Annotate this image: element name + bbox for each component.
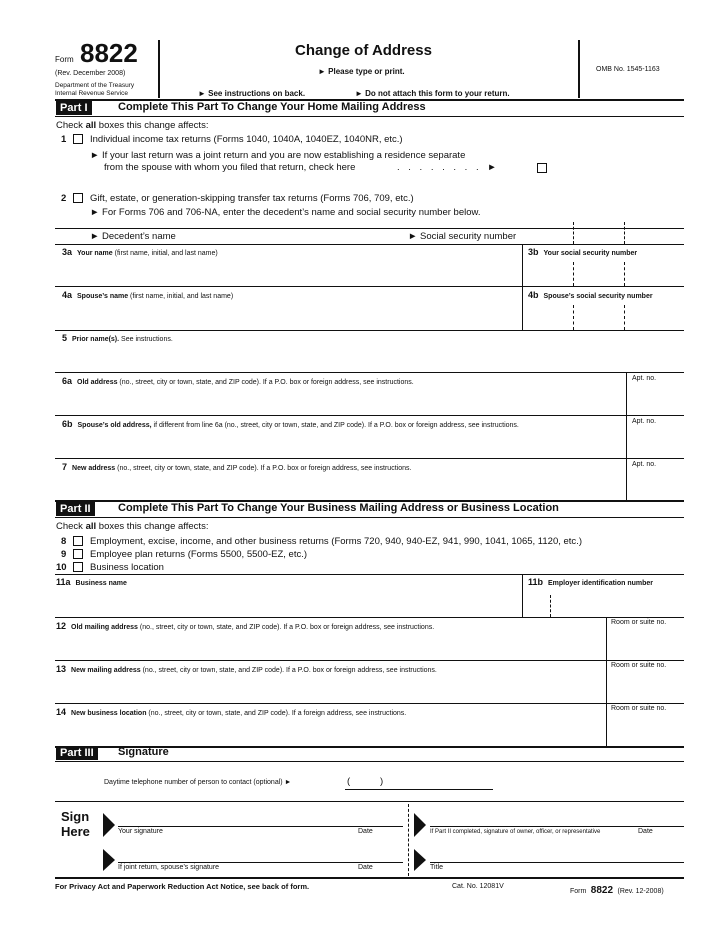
old-mailing-address-input[interactable]	[56, 632, 604, 660]
line-4a-label: 4a Spouse’s name (first name, initial, and last name)	[62, 290, 234, 300]
old-apt-input[interactable]	[628, 387, 684, 415]
line-1-leader-dots: . . . . . . . . ►	[397, 162, 500, 173]
footer-form-id: Form 8822 (Rev. 12-2008)	[570, 885, 664, 896]
line-6a-label: 6a Old address (no., street, city or town, state, and ZIP code). If a P.O. box or foreign address, see instructions.	[62, 376, 414, 386]
sign-arrow-icon	[103, 849, 115, 871]
room-suite-label-12: Room or suite no.	[611, 619, 667, 626]
part-2-label: Part II	[56, 502, 95, 516]
date-label-3: Date	[358, 864, 373, 871]
line-2-number: 2	[61, 193, 67, 204]
line-3b-label: 3b Your social security number	[528, 247, 638, 257]
line-13-label: 13 New mailing address (no., street, city or town, state, and ZIP code). If a P.O. box or foreign address, see instructions.	[56, 664, 437, 674]
new-business-room-input[interactable]	[608, 718, 684, 746]
form-label: Form	[55, 55, 74, 64]
phone-paren-close: )	[380, 776, 384, 787]
line-10-number: 10	[56, 562, 67, 573]
apt-no-label-6b: Apt. no.	[632, 418, 657, 425]
title-input[interactable]	[430, 844, 684, 862]
part-1-label: Part I	[56, 101, 92, 115]
line-4b-label: 4b Spouse’s social security number	[528, 290, 653, 300]
spouse-signature-input[interactable]	[118, 844, 403, 862]
line-11b-label: 11b Employer identification number	[528, 577, 654, 587]
phone-input[interactable]	[345, 774, 493, 788]
new-business-location-input[interactable]	[56, 718, 604, 746]
your-name-input[interactable]	[56, 258, 520, 286]
line-1-number: 1	[61, 134, 67, 145]
part-3-title: Signature	[118, 746, 169, 758]
line-2-sub: ► For Forms 706 and 706-NA, enter the decedent’s name and social security number below.	[90, 207, 481, 218]
your-signature-label: Your signature	[118, 828, 163, 835]
part-2-title: Complete This Part To Change Your Business Mailing Address or Business Location	[118, 502, 559, 514]
omb-number: OMB No. 1545-1163	[596, 66, 660, 73]
line-3a-label: 3a Your name (first name, initial, and last name)	[62, 247, 218, 257]
revision-date: (Rev. December 2008)	[55, 70, 126, 77]
line-9-text: Employee plan returns (Forms 5500, 5500-EZ, etc.)	[90, 549, 308, 560]
line-2-text: Gift, estate, or generation-skipping transfer tax returns (Forms 706, 709, etc.)	[90, 193, 414, 204]
form-title: Change of Address	[295, 42, 432, 59]
new-apt-input[interactable]	[628, 473, 684, 500]
department: Department of the Treasury	[55, 82, 135, 89]
sign-arrow-icon	[103, 813, 115, 837]
old-address-input[interactable]	[56, 387, 624, 415]
do-not-attach: ► Do not attach this form to your return.	[355, 89, 510, 98]
apt-no-label-7: Apt. no.	[632, 461, 657, 468]
sign-arrow-icon	[414, 849, 426, 871]
spouse-name-input[interactable]	[56, 301, 520, 329]
privacy-notice: For Privacy Act and Paperwork Reduction Act Notice, see back of form.	[55, 882, 310, 891]
decedent-ssn-label: ► Social security number	[408, 231, 517, 242]
line-8-checkbox[interactable]	[73, 536, 83, 546]
line-8-text: Employment, excise, income, and other business returns (Forms 720, 940, 940-EZ, 941, 990, 1041, 1065, 1120, etc.)	[90, 536, 582, 547]
old-mailing-room-input[interactable]	[608, 632, 684, 660]
spouse-old-address-input[interactable]	[56, 430, 624, 458]
prior-names-input[interactable]	[56, 344, 684, 372]
new-mailing-room-input[interactable]	[608, 675, 684, 703]
spouse-signature-label: If joint return, spouse’s signature	[118, 864, 220, 871]
line-7-label: 7 New address (no., street, city or town, state, and ZIP code). If a P.O. box or foreign address, see instructions.	[62, 462, 412, 472]
line-9-checkbox[interactable]	[73, 549, 83, 559]
line-2-checkbox[interactable]	[73, 193, 83, 203]
title-label: Title	[430, 864, 443, 871]
line-5-label: 5 Prior name(s). See instructions.	[62, 333, 173, 343]
line-14-label: 14 New business location (no., street, city or town, state, and ZIP code). If a foreign address, see instructions.	[56, 707, 407, 717]
ein-input[interactable]	[524, 588, 684, 617]
part-3-label: Part III	[56, 746, 98, 760]
line-9-number: 9	[61, 549, 67, 560]
part-1-title: Complete This Part To Change Your Home Mailing Address	[118, 101, 426, 113]
line-1-sub-a: ► If your last return was a joint return and you are now establishing a residence separate	[90, 150, 466, 161]
phone-paren-open: (	[347, 776, 351, 787]
line-12-label: 12 Old mailing address (no., street, city or town, state, and ZIP code). If a P.O. box or foreign address, see instructions.	[56, 621, 435, 631]
spouse-old-apt-input[interactable]	[628, 430, 684, 458]
phone-label: Daytime telephone number of person to contact (optional) ►	[104, 779, 292, 786]
sign-arrow-icon	[414, 813, 426, 837]
date-label-1: Date	[358, 828, 373, 835]
apt-no-label-6a: Apt. no.	[632, 375, 657, 382]
joint-return-checkbox[interactable]	[537, 163, 547, 173]
line-1-checkbox[interactable]	[73, 134, 83, 144]
see-instructions: ► See instructions on back.	[198, 89, 306, 98]
room-suite-label-13: Room or suite no.	[611, 662, 667, 669]
part-2-check-instruction: Check all boxes this change affects:	[56, 521, 209, 532]
spouse-ssn-input[interactable]	[524, 301, 684, 329]
your-ssn-input[interactable]	[524, 258, 684, 286]
form-number: 8822	[80, 38, 138, 68]
agency: Internal Revenue Service	[55, 90, 128, 97]
line-10-checkbox[interactable]	[73, 562, 83, 572]
decedent-name-label: ► Decedent’s name	[90, 231, 176, 242]
date-label-2: Date	[638, 828, 653, 835]
new-address-input[interactable]	[56, 473, 624, 500]
line-1-text: Individual income tax returns (Forms 1040, 1040A, 1040EZ, 1040NR, etc.)	[90, 134, 403, 145]
owner-signature-input[interactable]	[430, 808, 684, 826]
line-1-sub-b: from the spouse with whom you filed that return, check here	[104, 162, 356, 173]
type-or-print: ► Please type or print.	[318, 67, 405, 76]
line-8-number: 8	[61, 536, 67, 547]
here-label: Here	[61, 824, 90, 839]
new-mailing-address-input[interactable]	[56, 675, 604, 703]
your-signature-input[interactable]	[118, 808, 403, 826]
room-suite-label-14: Room or suite no.	[611, 705, 667, 712]
sign-label: Sign	[61, 809, 90, 824]
line-11a-label: 11a Business name	[56, 577, 127, 587]
part-1-check-instruction: Check all boxes this change affects:	[56, 120, 209, 131]
owner-signature-label: If Part II completed, signature of owner, officer, or representative	[430, 829, 601, 835]
line-6b-label: 6b Spouse’s old address, if different from line 6a (no., street, city or town, state, and ZIP code). If a P.O. box or foreign address, see instructions.	[62, 419, 519, 429]
catalog-number: Cat. No. 12081V	[452, 883, 504, 890]
business-name-input[interactable]	[56, 588, 520, 617]
line-10-text: Business location	[90, 562, 164, 573]
